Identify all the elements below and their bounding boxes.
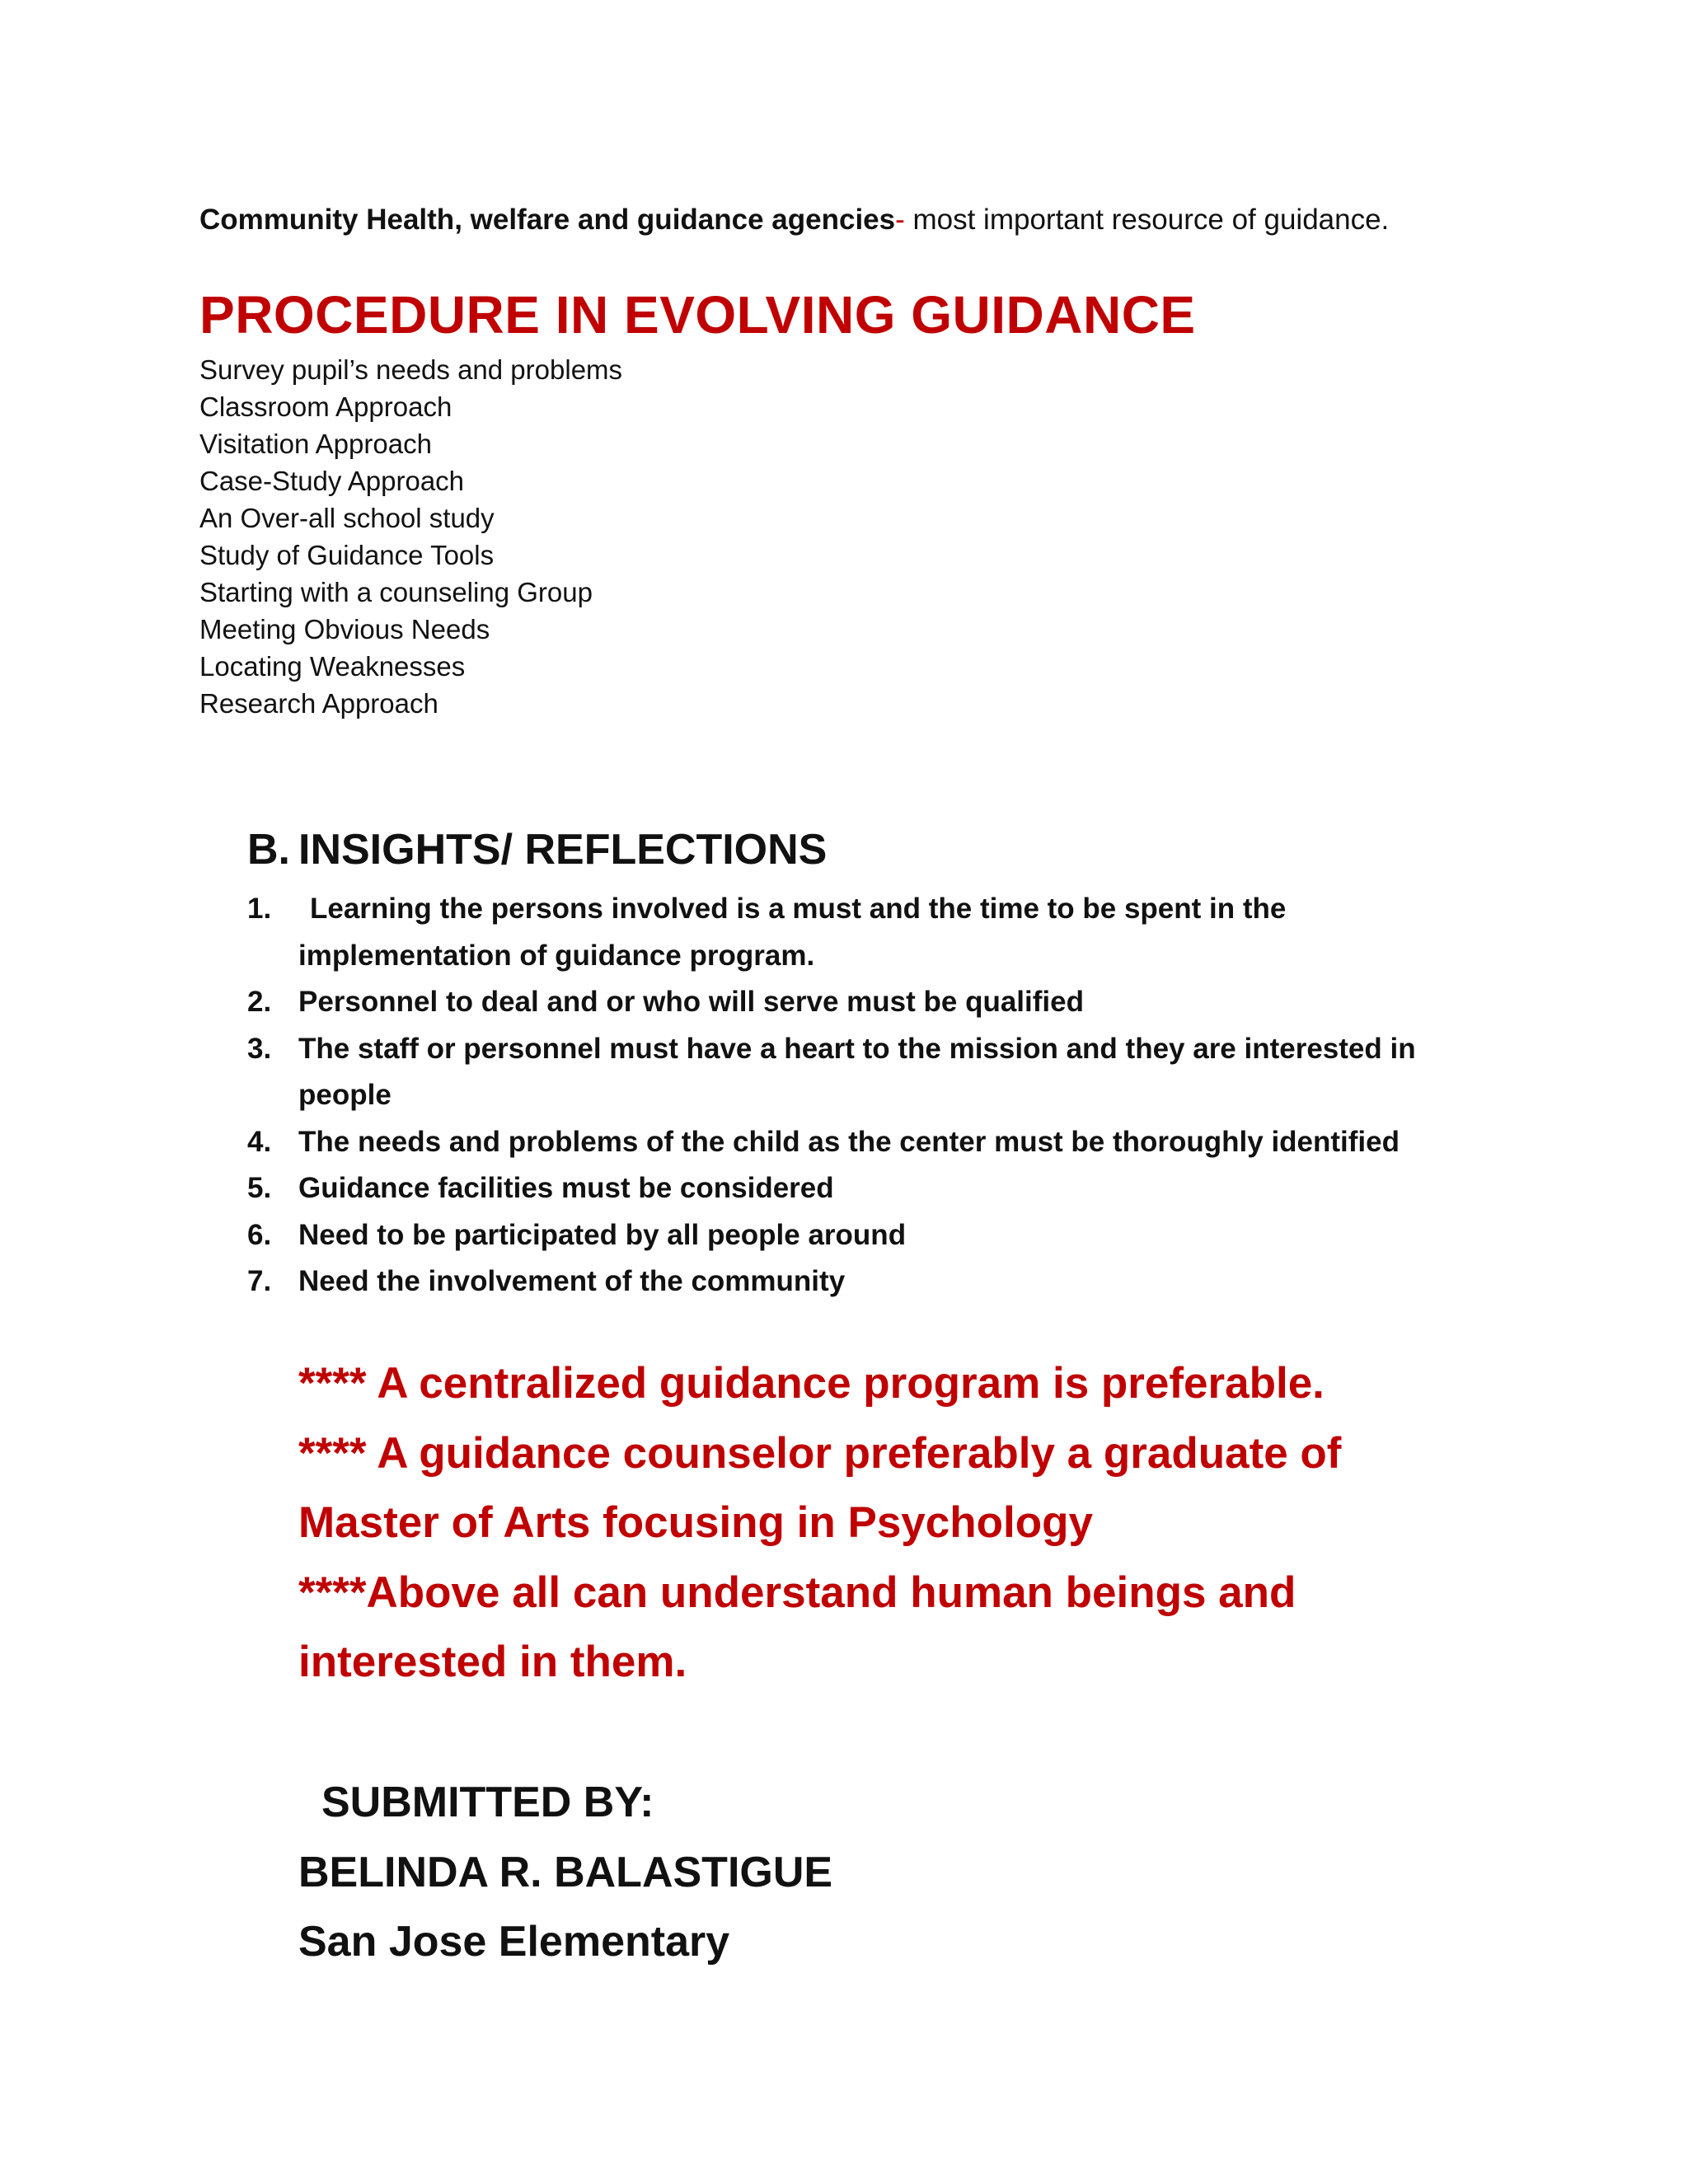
list-item [247,1258,1416,1305]
item-number: 3. [247,1032,272,1065]
reflections-list [247,886,1416,1305]
item-number: 6. [247,1218,272,1251]
procedure-list [199,351,622,722]
intro-bold-text: Community Health, welfare and guidance agencies [199,204,896,236]
procedure-item: Research Approach [199,688,438,719]
procedure-title: PROCEDURE IN EVOLVING GUIDANCE [199,285,1196,344]
intro-dash: - [895,204,905,236]
item-number: 2. [247,986,272,1018]
item-number: 1. [247,893,272,925]
submitted-block [298,1768,832,1977]
note-line: ****Above all can understand human beings and [298,1568,1296,1617]
list-item [247,1165,1416,1212]
list-item [247,1026,1416,1119]
item-text: Guidance facilities must be considered [298,1172,834,1204]
list-item [247,1212,1416,1259]
insights-title [247,821,827,879]
procedure-item: Classroom Approach [199,391,452,422]
note-line: interested in them. [298,1638,687,1686]
item-text: Need the involvement of the community [298,1265,846,1297]
item-text: Personnel to deal and or who will serve must be qualified [298,986,1084,1018]
insights-letter: B. [247,826,290,874]
author-name: BELINDA R. BALASTIGUE [298,1848,833,1896]
item-number: 5. [247,1172,272,1204]
item-text: implementation of guidance program. [298,939,815,972]
insights-title-text: INSIGHTS/ REFLECTIONS [298,826,828,874]
procedure-item: Survey pupil’s needs and problems [199,354,623,385]
item-text: The needs and problems of the child as the center must be thoroughly identified [298,1125,1400,1158]
procedure-item: Starting with a counseling Group [199,577,593,607]
list-item [247,886,1416,979]
list-item [247,1119,1416,1166]
list-item [247,979,1416,1026]
note-line: Master of Arts focusing in Psychology [298,1498,1093,1547]
item-text: Need to be participated by all people around [298,1218,907,1251]
item-number: 7. [247,1265,272,1297]
procedure-item: Study of Guidance Tools [199,540,495,570]
submitted-label: SUBMITTED BY: [321,1779,654,1826]
procedure-item: An Over-all school study [199,503,495,533]
item-number: 4. [247,1125,272,1158]
notes-block [298,1349,1341,1698]
procedure-item: Meeting Obvious Needs [199,614,490,644]
note-line: **** A centralized guidance program is preferable. [298,1359,1325,1408]
procedure-item: Visitation Approach [199,429,432,459]
school-name: San Jose Elementary [298,1918,730,1966]
note-line: **** A guidance counselor preferably a graduate of [298,1428,1342,1478]
intro-rest-text: most important resource of guidance. [904,204,1390,236]
item-text: Learning the persons involved is a must and the time to be spent in the [310,893,1287,925]
procedure-item: Case-Study Approach [199,466,465,496]
item-text: The staff or personnel must have a heart to the mission and they are interested in [298,1032,1416,1065]
intro-line [199,200,1389,240]
item-text: people [298,1079,392,1111]
procedure-item: Locating Weaknesses [199,651,466,682]
